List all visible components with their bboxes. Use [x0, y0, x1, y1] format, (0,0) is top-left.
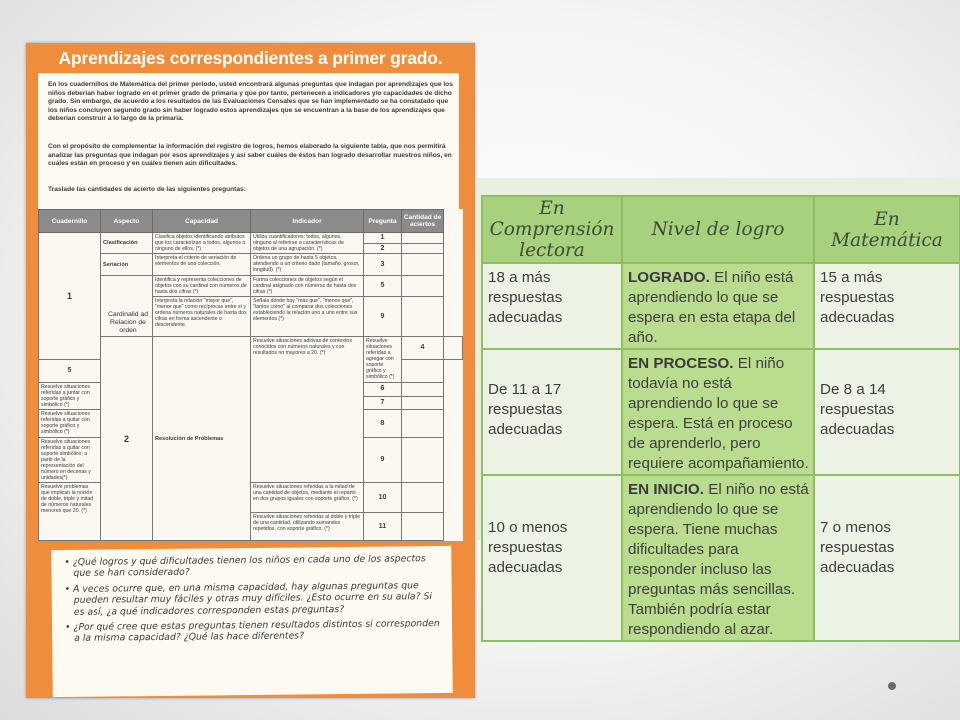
header-capacidad: Capacidad: [153, 210, 251, 233]
indicator-cell: Resuelve situaciones referidas a quitar con soporte gráfico y simbólico (*): [39, 410, 101, 438]
table-row: [482, 263, 960, 349]
question-number-cell: 5: [364, 275, 402, 296]
matematica-cell: 15 a más respuestas adecuadas: [814, 263, 960, 349]
table-row: [39, 254, 463, 275]
aciertos-input-cell[interactable]: [444, 337, 463, 360]
nivel-cell: [622, 349, 814, 475]
question-number-cell: 11: [364, 513, 402, 541]
capacity-cell: Clasifica objetos identificando atributos que los caracterizan a todos, algunos o ninguno de ellos. (*): [153, 233, 251, 254]
table-row: [39, 275, 463, 296]
aciertos-input-cell[interactable]: [402, 396, 444, 410]
aciertos-input-cell[interactable]: [402, 243, 444, 254]
indicator-cell: Señala dónde hay "más que", "menos que", "tantos como" al comparar dos colecciones estableciendo la relación uno a uno entre sus elementos (*): [251, 297, 364, 337]
comprension-cell: De 11 a 17 respuestas adecuadas: [482, 349, 622, 475]
question-number-cell: 9: [364, 438, 402, 483]
comprension-cell: 18 a más respuestas adecuadas: [482, 263, 622, 349]
aciertos-input-cell[interactable]: [402, 513, 444, 541]
question-number-cell: 3: [364, 254, 402, 275]
cuadernillo-cell: 2: [101, 337, 153, 541]
table-row: [39, 337, 463, 360]
comprension-cell: 10 o menos respuestas adecuadas: [482, 475, 622, 641]
aciertos-input-cell[interactable]: [402, 410, 444, 438]
worksheet-title: Aprendizajes correspondientes a primer grado.: [58, 48, 443, 68]
header-comprension-lectora: En Comprensión lectora: [482, 196, 622, 263]
aciertos-input-cell[interactable]: [402, 438, 444, 483]
matematica-cell: 7 o menos respuestas adecuadas: [814, 475, 960, 641]
aciertos-input-cell[interactable]: [402, 254, 444, 275]
nivel-label: EN PROCESO.: [628, 355, 734, 372]
header-pregunta: Pregunta: [364, 210, 402, 233]
capacity-cell: Identifica y representa colecciones de objetos con su cardinal con números de hasta dos cifras (*): [153, 275, 251, 296]
question-number-cell: 1: [364, 233, 402, 244]
aspect-cell: Seriación: [101, 254, 153, 275]
question-number-cell: 7: [364, 396, 402, 410]
capacity-cell: Resuelve problemas que implican la noción de doble, triple y mitad de números naturales menores que 20. (*): [39, 483, 101, 541]
capacity-cell: Resuelve situaciones aditivas de contextos conocidos con números naturales y con resultados no mayores a 20. (*): [251, 337, 364, 483]
matematica-cell: De 8 a 14 respuestas adecuadas: [814, 349, 960, 475]
achievement-register-table: [38, 209, 463, 541]
table-row: [482, 475, 960, 641]
aciertos-input-cell[interactable]: [402, 483, 444, 513]
capacity-cell: Interpreta la relación "mayor que", "menor que" como recíprocas entre sí y ordena números naturales de hasta dos cifras en forma ascendente o descendente.: [153, 297, 251, 337]
indicator-cell: Utiliza cuantificadores: todos, algunos, ninguno al referirse a características de objetos de una agrupación. (*): [251, 233, 364, 254]
aspect-cell: Resolución de Problemas: [153, 337, 251, 541]
header-aspecto: Aspecto: [101, 210, 153, 233]
aciertos-input-cell[interactable]: [402, 297, 444, 337]
reflection-questions-box: [51, 546, 453, 697]
achievement-level-table: [481, 195, 960, 642]
table-row: [39, 233, 463, 244]
nivel-text: El niño está aprendiendo lo que se espera en esta etapa del año.: [628, 269, 796, 346]
question-number-cell: 4: [402, 337, 444, 360]
intro-paragraph-3: Traslade las cantidades de acierto de las siguientes preguntas:: [48, 186, 246, 193]
indicator-cell: Resuelve situaciones referidas a agregar con soporte gráfico y simbólico (*): [364, 337, 402, 383]
table-row: [482, 349, 960, 475]
slide-bullet-dot: [888, 682, 896, 690]
indicator-cell: Resuelve situaciones referidas a juntar con soporte gráfico y simbólico (*): [39, 382, 101, 410]
intro-paragraph-1: En los cuadernillos de Matemática del primer periodo, usted encontrará algunas preguntas que indagan por aprendizajes que los niños deberían haber logrado en el primer grado de primaria y que por tanto, pertenecen a indicadores y/o capacidades de dicho grado. Sin embargo, de acuerdo a los resultados de las Evaluaciones Censales que se han implementado se ha constatado que los niños concluyen segundo grado sin haber logrado estos aprendizajes que se encuentran a la base de los aprendizajes que deberían construir a lo largo de la primaria.: [48, 81, 453, 123]
cardinalidad-annotation: Cardinalid ad Relacion de orden: [104, 311, 152, 335]
reflection-question-1: • ¿Qué logros y qué dificultades tienen los niños en cada uno de los aspectos que se han considerado?: [64, 553, 426, 580]
scanned-worksheet: [26, 43, 475, 698]
nivel-cell: [622, 263, 814, 349]
indicator-cell: Resuelve situaciones referidas a quitar con soporte simbólico; a partir de la representación del número en decenas y unidades(*): [39, 438, 101, 483]
table-header-row: [482, 196, 960, 263]
nivel-text: El niño no está aprendiendo lo que se espera. Tiene muchas dificultades para responder incluso las preguntas más sencillas. También podría estar respondiendo al azar.: [628, 481, 809, 638]
question-number-cell: 8: [364, 410, 402, 438]
indicator-cell: Resuelve situaciones referidas al doble y triple de una cantidad, utilizando sumandos repetidos, con soporte gráfico. (*): [251, 513, 364, 541]
question-number-cell: 2: [364, 243, 402, 254]
indicator-cell: Ordena un grupo de hasta 5 objetos, atendiendo a un criterio dado (tamaño, grosor, longitud). (*): [251, 254, 364, 275]
nivel-cell: [622, 475, 814, 641]
header-indicador: Indicador: [251, 210, 364, 233]
table-header-row: [39, 210, 463, 233]
aciertos-input-cell[interactable]: [402, 360, 444, 383]
header-cuadernillo: Cuadernillo: [39, 210, 101, 233]
aciertos-input-cell[interactable]: [402, 382, 444, 396]
aspect-cell: Clasificación: [101, 233, 153, 254]
indicator-cell: Forma colecciones de objetos según el cardinal asignado con números de hasta dos cifras (*): [251, 275, 364, 296]
nivel-label: EN INICIO.: [628, 481, 704, 498]
achievement-level-image: [477, 178, 960, 638]
header-nivel-de-logro: Nivel de logro: [622, 196, 814, 263]
intro-paragraph-2: Con el propósito de complementar la información del registro de logros, hemos elaborado la siguiente tabla, que nos permitirá analizar las preguntas que indagan por esos aprendizajes y así saber cuáles de éstos han logrado desarrollar nuestros niños, en cuáles están en proceso y en cuáles tienen aún dificultades.: [48, 143, 452, 168]
header-cantidad-aciertos: Cantidad de aciertos: [402, 210, 444, 233]
capacity-cell: Interpreta el criterio de seriación de elementos de una colección.: [153, 254, 251, 275]
question-number-cell: 6: [364, 382, 402, 396]
cuadernillo-cell: 1: [39, 233, 101, 360]
question-number-cell: 10: [364, 483, 402, 513]
aciertos-input-cell[interactable]: [402, 275, 444, 296]
question-number-cell: 9: [364, 297, 402, 337]
nivel-label: LOGRADO.: [628, 269, 710, 286]
reflection-question-2: • A veces ocurre que, en una misma capacidad, hay algunas preguntas que pueden resultar muy fáciles y otras muy difíciles. ¿Esto ocurre en su aula? Si es así, ¿a qué indicadores corresponden estas preguntas?: [64, 580, 433, 618]
header-matematica: En Matemática: [814, 196, 960, 263]
indicator-cell: Resuelve situaciones referidas a la mitad de una cantidad de objetos, mediante el reparto en dos grupos iguales con soporte gráfico. (*): [251, 483, 364, 513]
question-number-cell: 5: [39, 360, 101, 383]
reflection-question-3: • ¿Por qué cree que estas preguntas tienen resultados distintos si corresponden a la misma capacidad? ¿Qué las hace diferentes?: [64, 618, 440, 645]
nivel-text: El niño todavía no está aprendiendo lo que se espera. Está en proceso de aprenderlo, pero requiere acompañamiento.: [628, 355, 809, 472]
aciertos-input-cell[interactable]: [402, 233, 444, 244]
